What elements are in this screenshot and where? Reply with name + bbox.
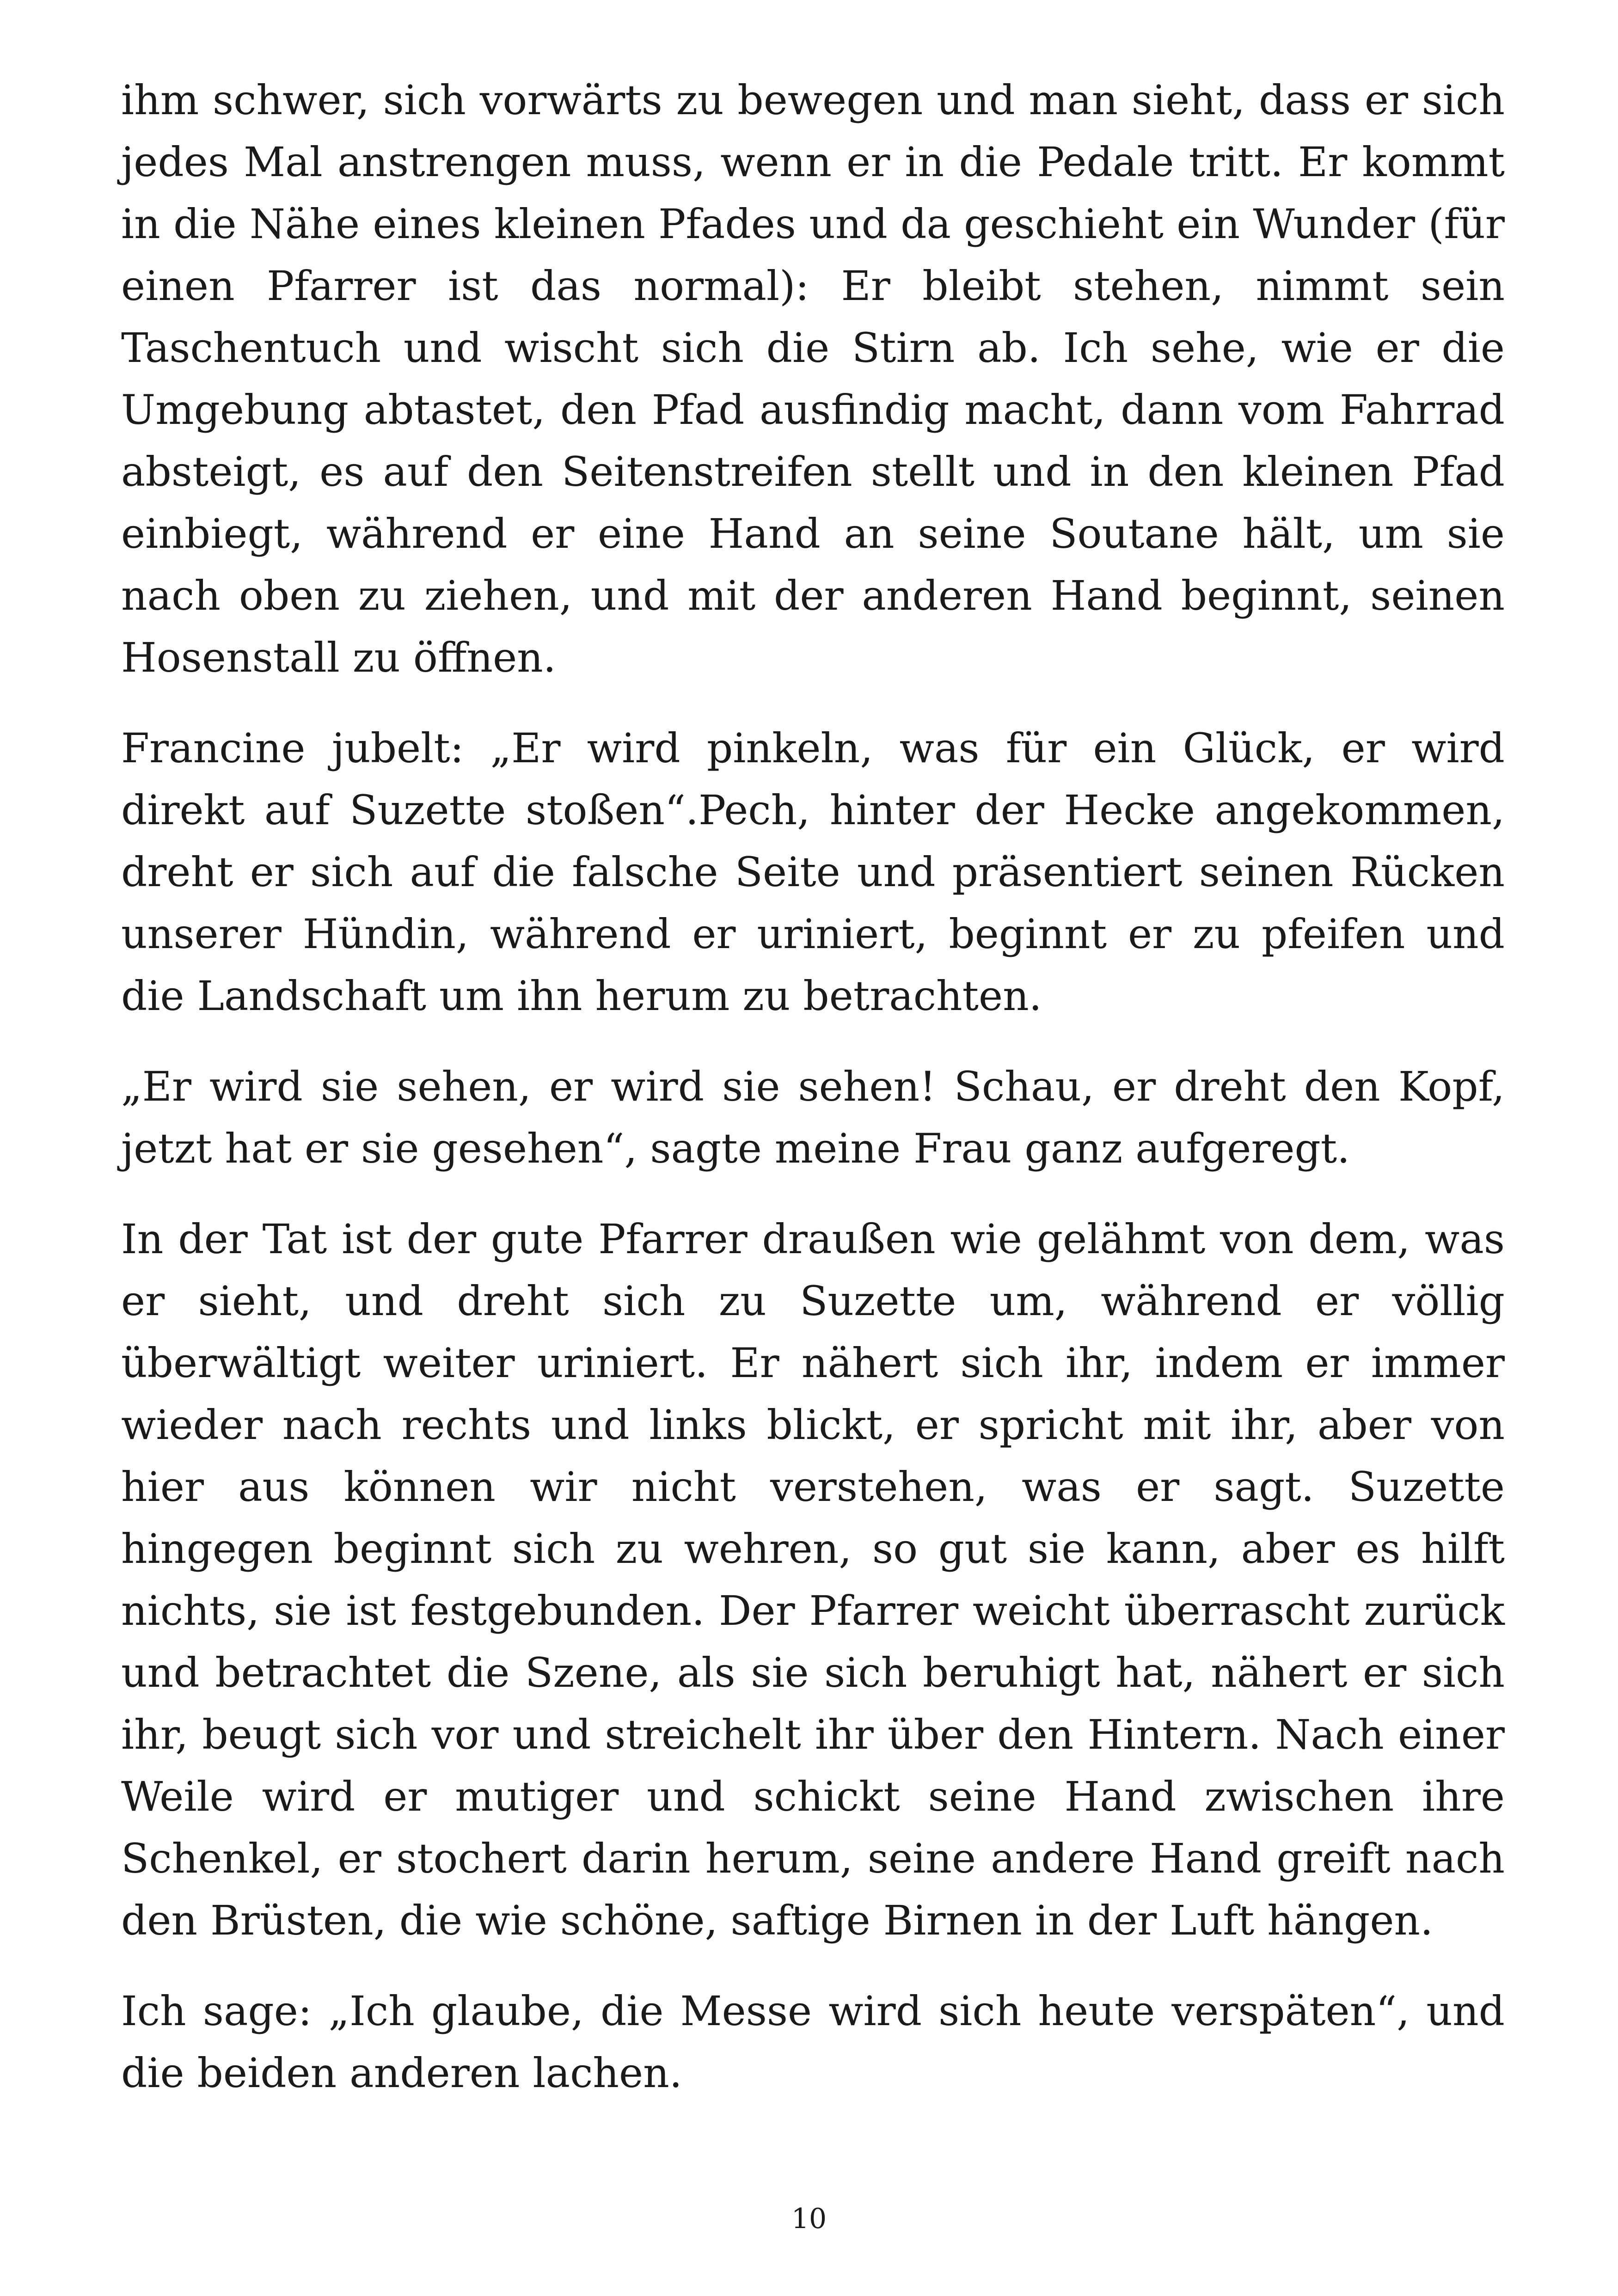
paragraph-2: Francine jubelt: „Er wird pinkeln, was für ein Glück, er wird direkt auf Suzette stoßen“.Pech, hinter der Hecke angekommen, dreht er sich auf die falsche Seite und präsentiert seinen Rücken unserer Hündin, während er uriniert, beginnt er zu pfeifen und die Landschaft um ihn herum zu betrachten. (121, 724, 1505, 1020)
page-number: 10 (791, 2203, 827, 2235)
paragraph-4: In der Tat ist der gute Pfarrer draußen wie gelähmt von dem, was er sieht, und dreht sich zu Suzette um, während er völlig überwältigt weiter uriniert. Er nähert sich ihr, indem er immer wieder nach rechts und links blickt, er spricht mit ihr, aber von hier aus können wir nicht verstehen, was er sagt. Suzette hingegen beginnt sich zu wehren, so gut sie kann, aber es hilft nichts, sie ist festgebunden. Der Pfarrer weicht überrascht zurück und betrachtet die Szene, als sie sich beruhigt hat, nähert er sich ihr, beugt sich vor und streichelt ihr über den Hintern. Nach einer Weile wird er mutiger und schickt seine Hand zwischen ihre Schenkel, er stochert darin herum, seine andere Hand greift nach den Brüsten, die wie schöne, saftige Birnen in der Luft hängen. (121, 1215, 1505, 1944)
paragraph-1: ihm schwer, sich vorwärts zu bewegen und man sieht, dass er sich jedes Mal anstrengen muss, wenn er in die Pedale tritt. Er kommt in die Nähe eines kleinen Pfades und da geschieht ein Wunder (für einen Pfarrer ist das normal): Er bleibt stehen, nimmt sein Taschentuch und wischt sich die Stirn ab. Ich sehe, wie er die Umgebung abtastet, den Pfad ausfindig macht, dann vom Fahrrad absteigt, es auf den Seitenstreifen stellt und in den kleinen Pfad einbiegt, während er eine Hand an seine Soutane hält, um sie nach oben zu ziehen, und mit der anderen Hand beginnt, seinen Hosenstall zu öffnen. (121, 76, 1505, 681)
body-text (121, 69, 1505, 2133)
paragraph-3: „Er wird sie sehen, er wird sie sehen! Schau, er dreht den Kopf, jetzt hat er sie gesehen“, sagte meine Frau ganz aufgeregt. (121, 1063, 1505, 1172)
paragraph-5: Ich sage: „Ich glaube, die Messe wird sich heute verspäten“, und die beiden anderen lachen. (121, 1987, 1505, 2097)
